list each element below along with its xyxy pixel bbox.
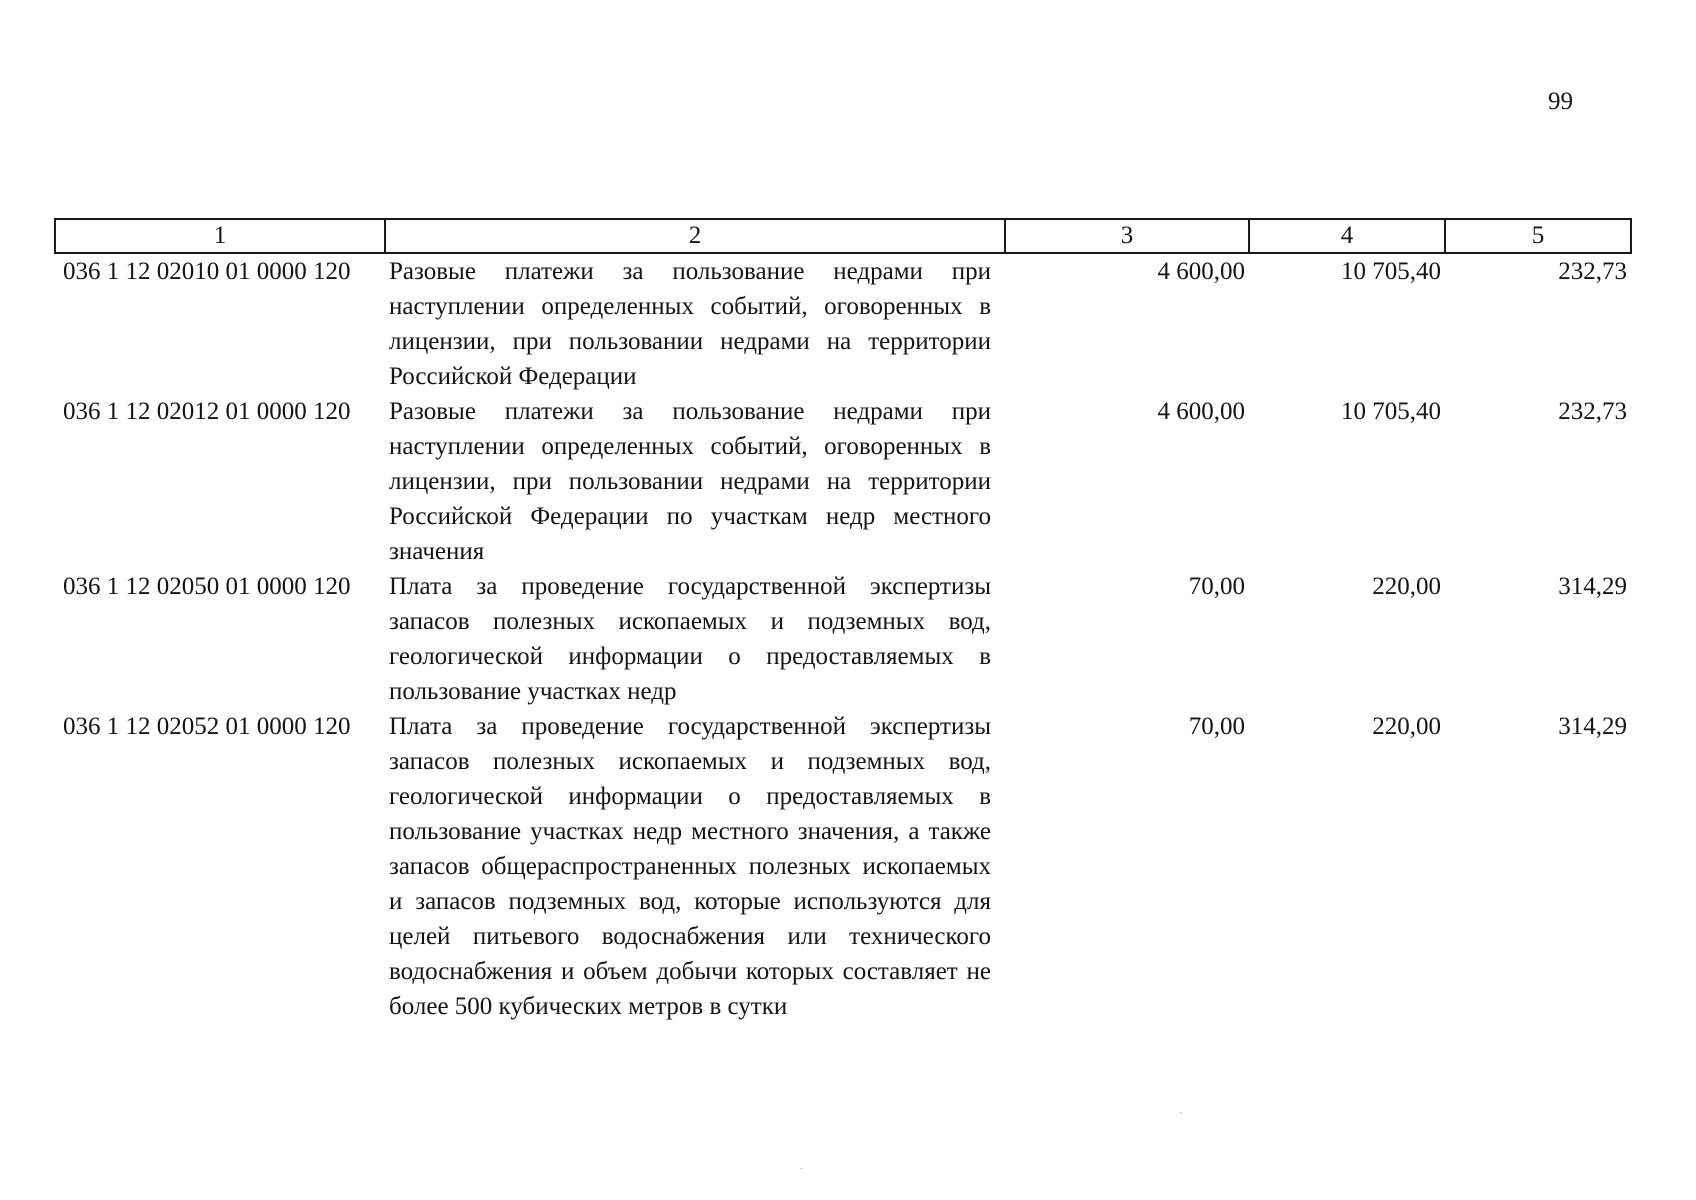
income-code: 036 1 12 02012 01 0000 120	[63, 398, 351, 425]
table-row	[55, 394, 1631, 569]
income-name: Разовые платежи за пользование недрами при наступлении определенных событий, оговоренных в лицензии, при пользовании недрами на территории Российской Федерации по участкам недр местного значения	[389, 398, 991, 565]
header-col-4: 4	[1249, 219, 1445, 253]
income-code: 036 1 12 02052 01 0000 120	[63, 713, 351, 740]
income-code: 036 1 12 02010 01 0000 120	[63, 258, 351, 285]
income-name: Плата за проведение государственной экспертизы запасов полезных ископаемых и подземных вод, геологической информации о предоставляемых в пользование участках недр местного значения, а также запасов общераспространенных полезных ископаемых и запасов подземных вод, которые используются для целей питьевого водоснабжения или технического водоснабжения и объем добычи которых составляет не более 500 кубических метров в сутки	[389, 713, 991, 1020]
scan-speck	[1180, 1112, 1182, 1113]
header-row	[55, 219, 1631, 253]
value-col-3: 4 600,00	[1157, 398, 1245, 425]
value-col-3: 70,00	[1188, 713, 1245, 740]
value-col-3: 70,00	[1188, 573, 1245, 600]
table-row	[55, 569, 1631, 709]
table-header	[55, 219, 1631, 253]
table-row	[55, 709, 1631, 1024]
value-col-4: 10 705,40	[1341, 398, 1441, 425]
value-col-4: 220,00	[1372, 713, 1441, 740]
income-name: Разовые платежи за пользование недрами при наступлении определенных событий, оговоренных в лицензии, при пользовании недрами на территории Российской Федерации	[389, 258, 991, 390]
value-col-5: 314,29	[1558, 573, 1627, 600]
value-col-3: 4 600,00	[1157, 258, 1245, 285]
page-number: 99	[1548, 88, 1573, 115]
value-col-5: 232,73	[1558, 258, 1627, 285]
value-col-4: 220,00	[1372, 573, 1441, 600]
income-code: 036 1 12 02050 01 0000 120	[63, 573, 351, 600]
value-col-4: 10 705,40	[1341, 258, 1441, 285]
table-row	[55, 253, 1631, 394]
header-col-3: 3	[1005, 219, 1249, 253]
header-col-2: 2	[385, 219, 1005, 253]
value-col-5: 314,29	[1558, 713, 1627, 740]
budget-table	[54, 218, 1632, 1024]
income-name: Плата за проведение государственной экспертизы запасов полезных ископаемых и подземных вод, геологической информации о предоставляемых в пользование участках недр	[389, 573, 991, 705]
header-col-5: 5	[1445, 219, 1631, 253]
table-body	[55, 253, 1631, 1024]
scan-speck	[800, 1168, 802, 1169]
header-col-1: 1	[55, 219, 385, 253]
value-col-5: 232,73	[1558, 398, 1627, 425]
